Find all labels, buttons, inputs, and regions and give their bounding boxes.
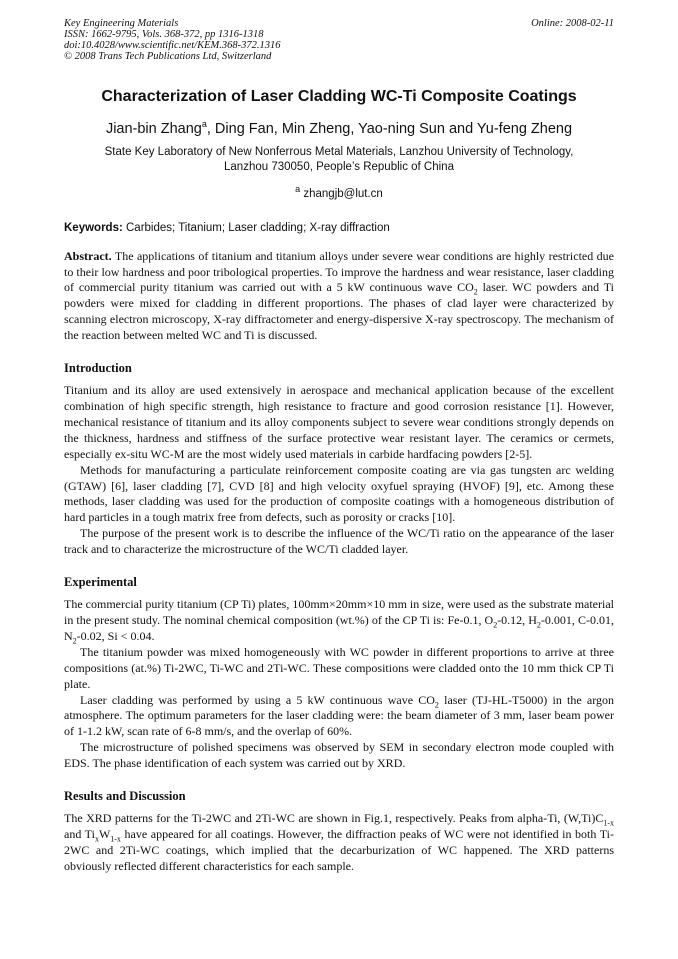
- text-run: -0.02, Si < 0.04.: [76, 628, 155, 643]
- online-date: Online: 2008-02-11: [531, 18, 614, 29]
- section-heading-results: Results and Discussion: [64, 789, 186, 804]
- author-rest: , Ding Fan, Min Zheng, Yao-ning Sun and Yu-feng Zheng: [206, 120, 573, 137]
- journal-copyright: © 2008 Trans Tech Publications Ltd, Switzerland: [64, 51, 272, 62]
- email-sup: a: [295, 183, 301, 194]
- experimental-paragraph-3: [64, 693, 614, 741]
- affiliation-line-1: State Key Laboratory of New Nonferrous Metal Materials, Lanzhou University of Technology,: [104, 145, 574, 158]
- keywords-label: Keywords:: [64, 221, 123, 234]
- text-run: Laser cladding was performed by using a 5 kW continuous wave CO: [80, 692, 435, 707]
- author-email: [64, 184, 614, 200]
- author-first: Jian-bin Zhang: [105, 120, 202, 137]
- experimental-paragraph-4: The microstructure of polished specimens was observed by SEM in secondary electron mode coupled with EDS. The phase identification of each system was carried out by XRD.: [64, 740, 614, 771]
- results-paragraph-1: [64, 811, 614, 875]
- journal-name: Key Engineering Materials: [64, 18, 179, 29]
- keywords-text: Carbides; Titanium; Laser cladding; X-ray diffraction: [126, 221, 390, 234]
- section-heading-experimental: Experimental: [64, 575, 137, 590]
- keywords: [64, 222, 614, 234]
- paper-title: Characterization of Laser Cladding WC-Ti Composite Coatings: [101, 88, 577, 105]
- text-run: have appeared for all coatings. However, the diffraction peaks of WC were not identified in both Ti-2WC and 2Ti-WC coatings, which implied that the decarburization of WC happened. The XRD patterns obviously reflected different characteristics for each sample.: [64, 826, 614, 873]
- experimental-paragraph-2: The titanium powder was mixed homogeneously with WC powder in different proportions to arrive at three compositions (at.%) Ti-2WC, Ti-WC and 2Ti-WC. These compositions were cladded onto the 10 mm thick CP Ti plate.: [64, 644, 614, 691]
- journal-doi: doi:10.4028/www.scientific.net/KEM.368-372.1316: [64, 40, 281, 51]
- subscript: 2: [434, 699, 439, 709]
- subscript: 2: [493, 620, 498, 630]
- subscript: x: [94, 834, 99, 844]
- intro-paragraph-2: Methods for manufacturing a particulate reinforcement composite coating are via gas tungsten arc welding (GTAW) [6], laser cladding [7], CVD [8] and high velocity oxyfuel spraying (HVOF) [9], etc. Among these methods, laser cladding was used for the production of composite coatings with a homogeneous distribution of hard particles in a tough matrix free from defects, such as porosity or cracks [10].: [64, 462, 614, 525]
- abstract-text-1: The applications of titanium and titanium alloys under severe wear conditions are highly restricted due to their low hardness and poor tribological properties. To improve the hardness and wear resistance, laser cladding of commercial purity titanium was carried out with a 5 kW continuous wave CO: [64, 248, 614, 295]
- section-heading-introduction: Introduction: [64, 361, 132, 376]
- subscript: 1-x: [110, 834, 121, 844]
- affiliation-line-2: Lanzhou 730050, People’s Republic of China: [224, 160, 454, 173]
- journal-header: [64, 18, 614, 62]
- journal-issn: ISSN: 1662-9795, Vols. 368-372, pp 1316-1318: [64, 29, 264, 40]
- text-run: -0.001, C-0.01, N: [64, 612, 614, 643]
- abstract-text-2: laser. WC powders and Ti powders were mixed for cladding in different proportions. The phases of clad layer were characterized by scanning electron microscopy, X-ray diffractometer and energy-dispersive X-ray spectroscopy. The mechanism of the reaction between melted WC and Ti is discussed.: [64, 280, 614, 343]
- abstract: [64, 249, 614, 344]
- subscript: 2: [473, 287, 478, 297]
- text-run: and Ti: [64, 826, 95, 841]
- subscript: 1-x: [603, 818, 614, 828]
- author-first-sup: a: [201, 119, 207, 129]
- intro-paragraph-1: Titanium and its alloy are used extensively in aerospace and mechanical application because of the excellent combination of high specific strength, high resistance to fracture and good corrosion resistance [1]. However, mechanical resistance of titanium and its alloy components subject to severe wear conditions strongly depends on the thickness, hardness and stiffness of the surface protective wear resistant layer. The ceramics or cermets, especially ex-situ WC-M are the most widely used materials in carbide hardfacing powders [2-5].: [64, 383, 614, 461]
- email-address: zhangjb@lut.cn: [303, 187, 383, 200]
- text-run: The XRD patterns for the Ti-2WC and 2Ti-WC are shown in Fig.1, respectively. Peaks from alpha-Ti, (W,Ti)C: [64, 811, 604, 826]
- subscript: 2: [536, 620, 541, 630]
- text-run: The commercial purity titanium (CP Ti) plates, 100mm×20mm×10 mm in size, were used as the substrate material in the present study. The nominal chemical composition (wt.%) of the CP Ti is: Fe-0.1, O: [64, 597, 614, 627]
- text-run: -0.12, H: [497, 612, 537, 627]
- intro-paragraph-3: The purpose of the present work is to describe the influence of the WC/Ti ratio on the appearance of the laser track and to characterize the microstructure of the WC/Ti cladded layer.: [64, 526, 614, 557]
- affiliation: [64, 145, 614, 175]
- abstract-label: Abstract.: [64, 248, 112, 263]
- text-run: W: [98, 826, 111, 841]
- author-list: [64, 119, 614, 137]
- subscript: 2: [72, 636, 77, 646]
- text-run: laser (TJ-HL-T5000) in the argon atmosphere. The optimum parameters for the laser cladding were: the beam diameter of 3 mm, laser beam power of 1-1.2 kW, scan rate of 6-8 mm/s, and the overlap of 60%.: [64, 692, 614, 739]
- experimental-paragraph-1: [64, 597, 614, 645]
